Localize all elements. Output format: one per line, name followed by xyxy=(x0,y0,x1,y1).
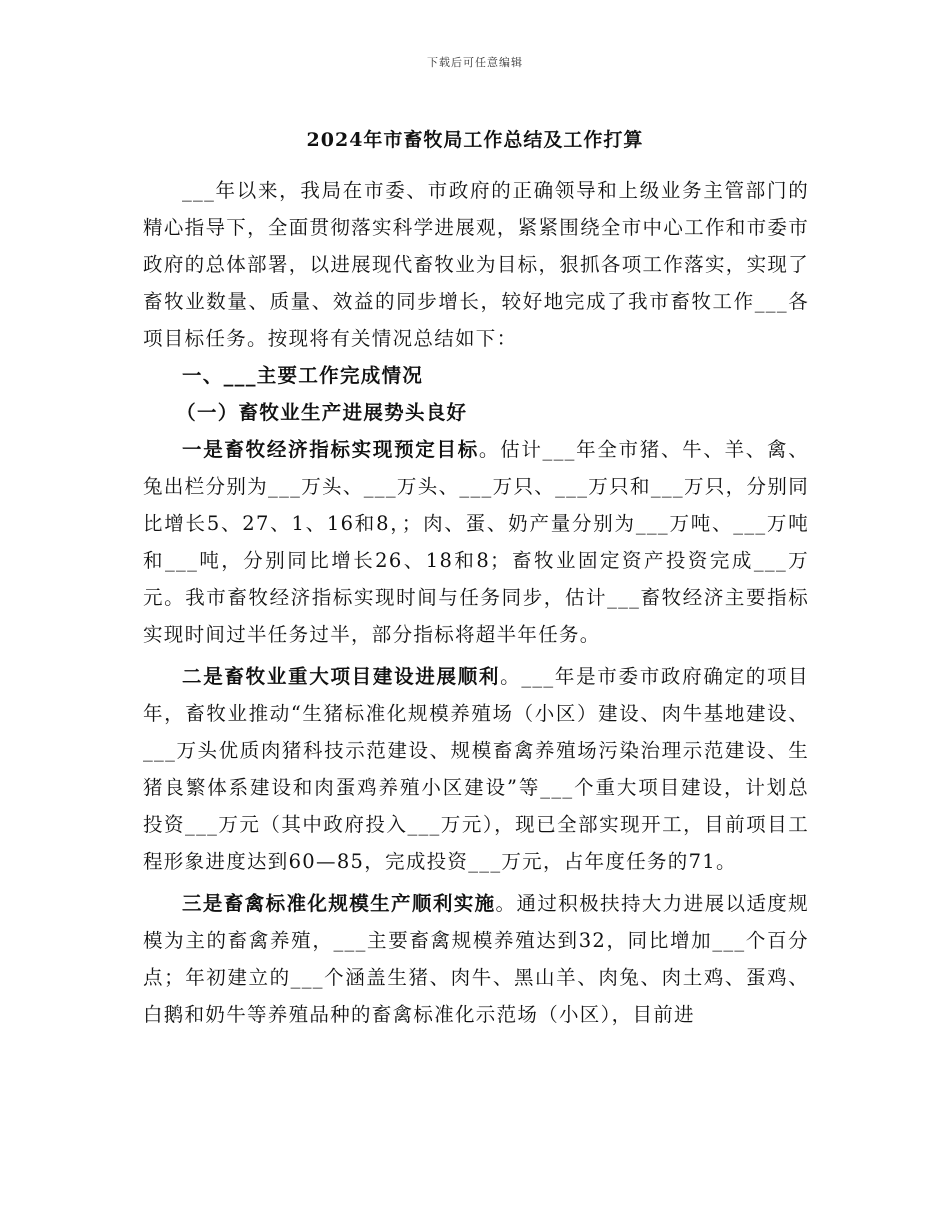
page-header-note: 下载后可任意编辑 xyxy=(427,56,523,69)
point-lead-1: 一是畜牧经济指标实现预定目标 xyxy=(182,438,479,461)
section-heading: 一、___主要工作完成情况 xyxy=(182,364,424,387)
document-title: 2024年市畜牧局工作总结及工作打算 xyxy=(306,129,644,151)
point-lead-2: 二是畜牧业重大项目建设进展顺利 xyxy=(182,665,501,688)
intro-paragraph: ___年以来，我局在市委、市政府的正确领导和上级业务主管部门的精心指导下，全面贯彻落实科学进展观，紧紧围绕全市中心工作和市委市政府的总体部署，以进展现代畜牧业为目标，狠抓各项工作落实，实现了畜牧业数量、质量、效益的同步增长，较好地完成了我市畜牧工作___各项目标任务。按现将有关情况总结如下： xyxy=(143,179,809,350)
point-paragraph-3 xyxy=(143,885,809,1033)
point-text-2: 。___年是市委市政府确定的项目年，畜牧业推动“生猪标准化规模养殖场（小区）建设、肉牛基地建设、___万头优质肉猪科技示范建设、规模畜禽养殖场污染治理示范建设、生猪良繁体系建设和肉蛋鸡养殖小区建设”等___个重大项目建设，计划总投资___万元（其中政府投入___万元），现已全部实现开工，目前项目工程形象进度达到60—85，完成投资___万元，占年度任务的71。 xyxy=(143,665,809,873)
point-paragraph-2 xyxy=(143,658,809,880)
point-text-1: 。估计___年全市猪、牛、羊、禽、兔出栏分别为___万头、___万头、___万只、___万只和___万只，分别同比增长5、27、1、16和8，；肉、蛋、奶产量分别为___万吨、___万吨和___吨，分别同比增长26、18和8；畜牧业固定资产投资完成___万元。我市畜牧经济指标实现时间与任务同步，估计___畜牧经济主要指标实现时间过半任务过半，部分指标将超半年任务。 xyxy=(143,438,809,646)
document-body xyxy=(143,172,809,1033)
point-paragraph-1 xyxy=(143,431,809,653)
point-lead-3: 三是畜禽标准化规模生产顺利实施 xyxy=(182,892,496,915)
subsection-heading: （一）畜牧业生产进展势头良好 xyxy=(176,401,468,424)
point-text-3: 。通过积极扶持大力进展以适度规模为主的畜禽养殖，___主要畜禽规模养殖达到32，同比增加___个百分点；年初建立的___个涵盖生猪、肉牛、黑山羊、肉兔、肉土鸡、蛋鸡、白鹅和奶牛等养殖品种的畜禽标准化示范场（小区），目前进 xyxy=(143,892,809,1026)
